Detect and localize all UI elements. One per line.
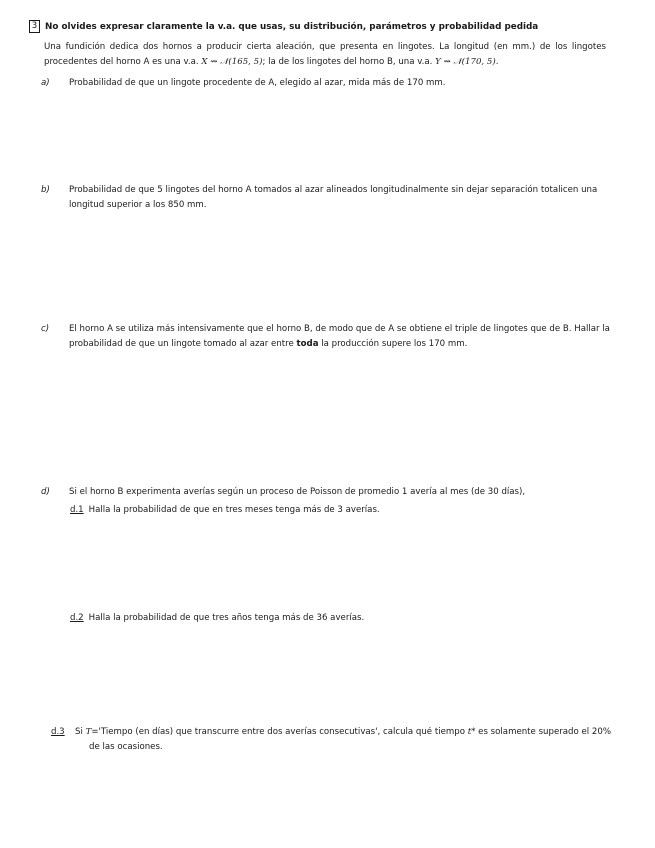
item-d (41, 485, 619, 500)
intro-text-a: Una fundición dedica dos hornos a producir cierta aleación, que presenta en lingotes. La longitud (en mm.) de los lingotes procedentes del horno A es una v.a. (44, 42, 606, 67)
item-d1-label: d.1 (70, 505, 84, 515)
item-d3-text-3: es solamente superado el 20% de las ocasiones. (89, 727, 611, 752)
intro-text-c: . (495, 57, 499, 67)
item-d3-text-1: Si (75, 727, 86, 737)
item-a-label: a) (41, 78, 50, 88)
intro-paragraph (44, 40, 606, 70)
intro-math-x: X ⇝ 𝒩(165, 5) (201, 57, 263, 67)
intro-math-y: Y ⇝ 𝒩(170, 5) (435, 57, 496, 67)
item-c-bold: toda (296, 339, 319, 349)
exercise-header (29, 20, 629, 33)
item-a-text: Probabilidad de que un lingote procedente de A, elegido al azar, mida más de 170 mm. (69, 78, 446, 88)
item-d3-math-t: T (85, 727, 92, 737)
intro-text-b: ; la de los lingotes del horno B, una v.a. (262, 57, 436, 67)
item-a (41, 76, 619, 91)
item-d3-math-tstar: t* (467, 727, 476, 737)
item-d2 (70, 611, 605, 626)
item-d1-text: Halla la probabilidad de que en tres meses tenga más de 3 averías. (88, 505, 380, 515)
item-c-label: c) (41, 324, 50, 334)
item-d-text: Si el horno B experimenta averías según un proceso de Poisson de promedio 1 avería al mes (de 30 días), (69, 487, 526, 497)
exercise-title: No olvides expresar claramente la v.a. que usas, su distribución, parámetros y probabilidad pedida (45, 21, 539, 32)
item-d2-label: d.2 (70, 613, 84, 623)
item-b (41, 183, 619, 213)
item-d-label: d) (41, 487, 50, 497)
item-b-label: b) (41, 185, 50, 195)
item-c-text-2: la producción supere los 170 mm. (318, 339, 468, 349)
item-c-text-1: El horno A se utiliza más intensivamente que el horno B, de modo que de A se obtiene el triple de lingotes que de B. Hallar la probabilidad de que un lingote tomado al azar entre (69, 324, 610, 349)
item-b-text: Probabilidad de que 5 lingotes del horno A tomados al azar alineados longitudinalmente sin dejar separación totalicen una longitud superior a los 850 mm. (69, 185, 598, 210)
item-d2-text: Halla la probabilidad de que tres años tenga más de 36 averías. (88, 613, 365, 623)
item-d1 (70, 503, 605, 518)
item-d3: d.3 Si T='Tiempo (en días) que transcurre entre dos averías consecutivas', calcula qué tiempo t* es solamente superado el 20% de las ocasiones. (51, 727, 611, 752)
exercise-number: 3 (29, 20, 40, 33)
item-c (41, 322, 619, 352)
item-d3-text-2: ='Tiempo (en días) que transcurre entre dos averías consecutivas', calcula qué tiempo (91, 727, 468, 737)
